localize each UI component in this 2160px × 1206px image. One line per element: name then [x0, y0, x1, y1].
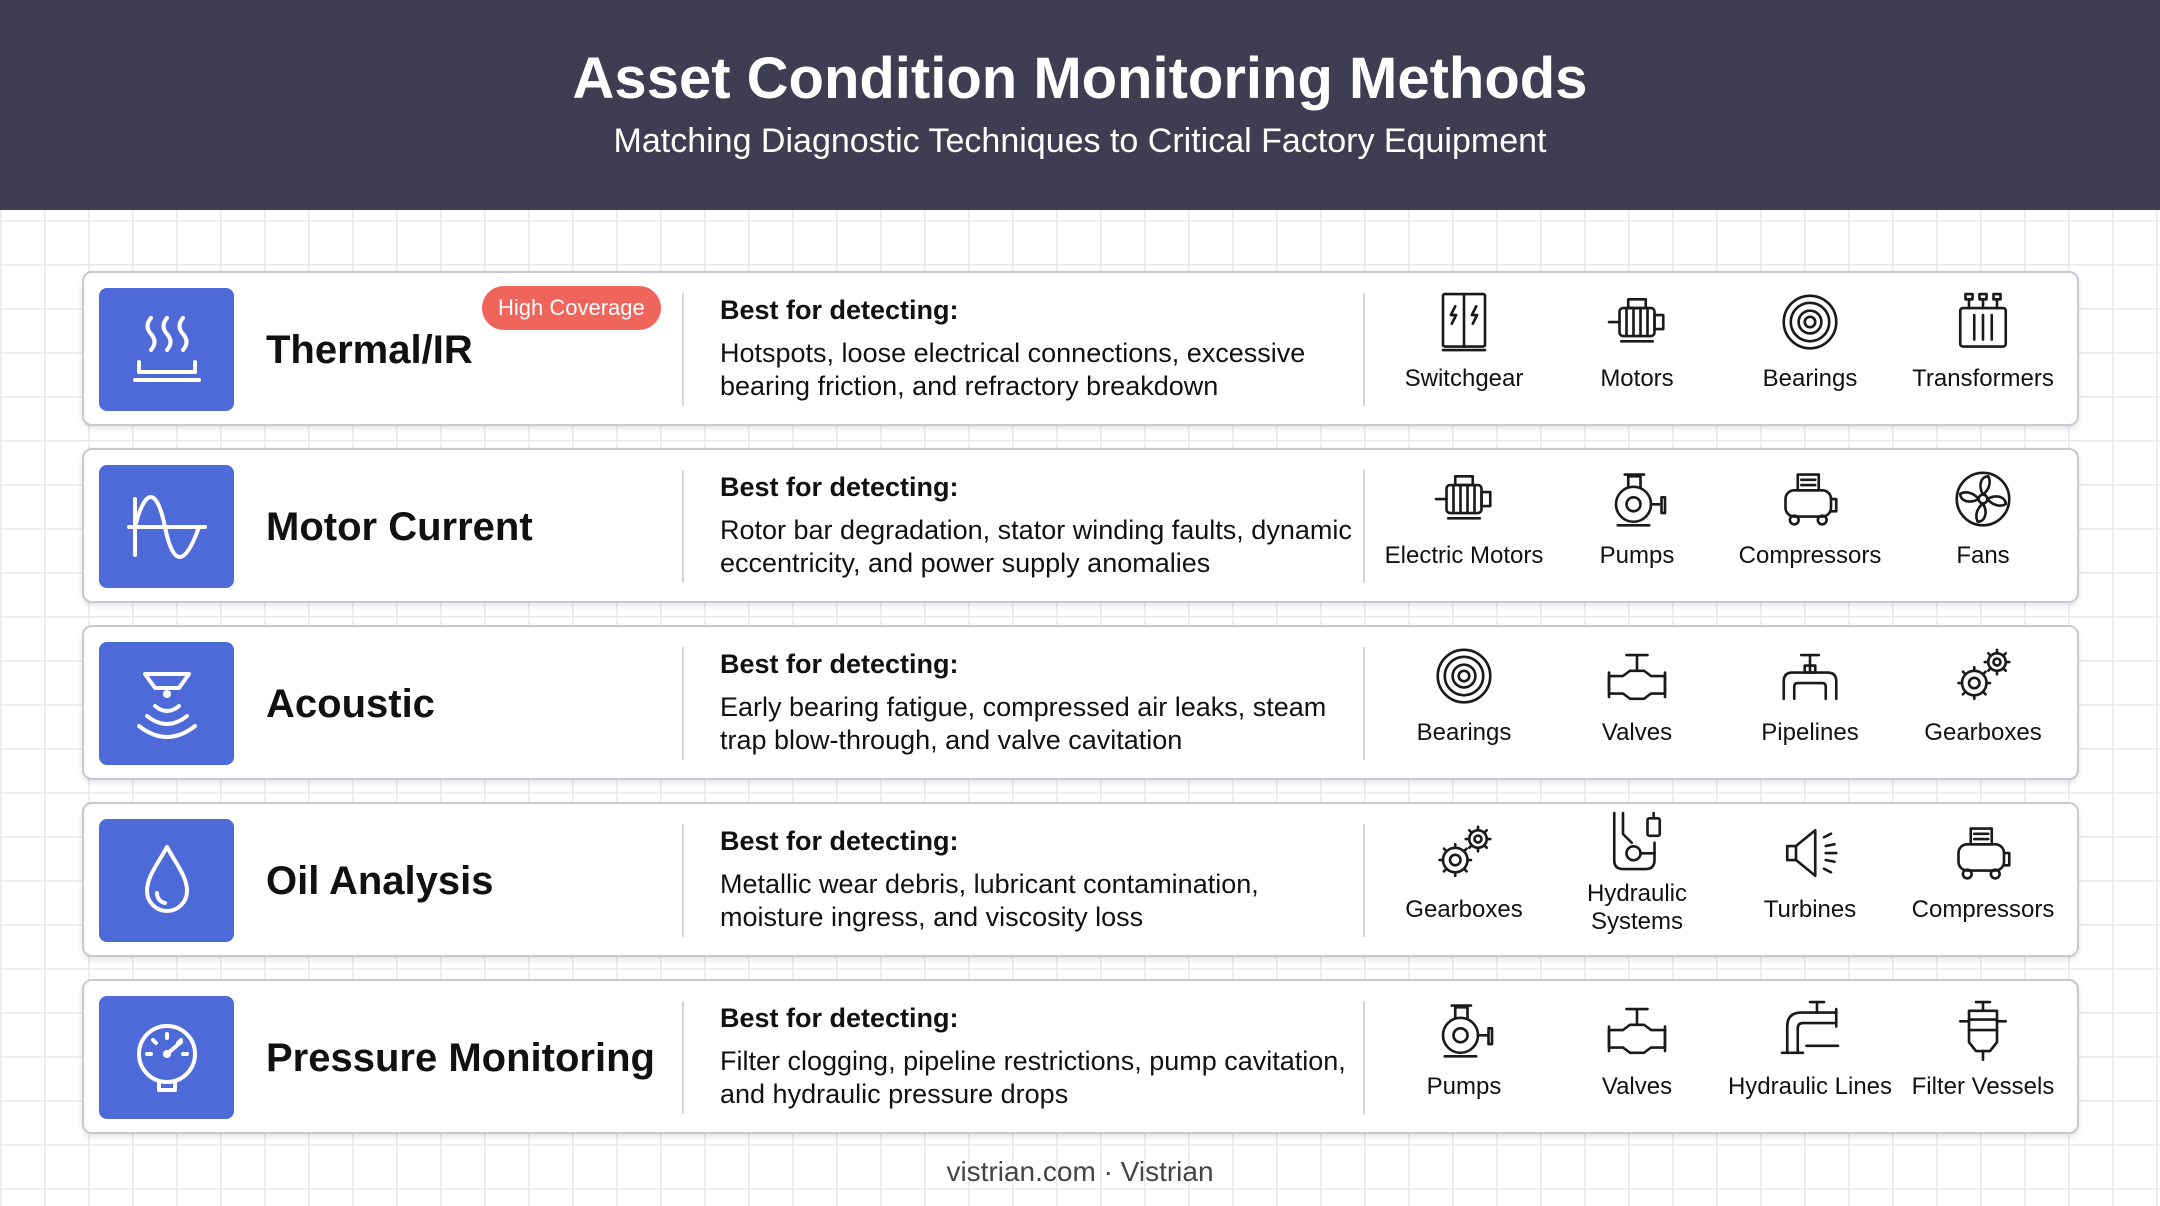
bearing-icon [1429, 641, 1499, 711]
divider [682, 824, 684, 937]
divider [1363, 647, 1365, 760]
equipment-item [1724, 818, 1896, 946]
method-row-thermal [82, 271, 2079, 426]
current-waveform-icon [99, 465, 234, 588]
equipment-item [1378, 641, 1550, 769]
divider [682, 647, 684, 760]
compressor-icon [1775, 464, 1845, 534]
equipment-item [1897, 995, 2069, 1123]
oil-drop-icon [99, 819, 234, 942]
equipment-label: Turbines [1763, 896, 1857, 923]
equipment-label: Bearings [1762, 365, 1858, 392]
page-title: Asset Condition Monitoring Methods [572, 46, 1588, 111]
equipment-item [1551, 287, 1723, 415]
method-name: Motor Current [266, 505, 533, 549]
equipment-item [1551, 806, 1723, 934]
pump-icon [1429, 995, 1499, 1065]
pressure-gauge-icon [99, 996, 234, 1119]
equipment-label: Gearboxes [1405, 896, 1523, 923]
detect-heading: Best for detecting: [720, 472, 959, 502]
method-row-motor-current [82, 448, 2079, 603]
detect-heading: Best for detecting: [720, 649, 959, 679]
method-row-pressure-monitoring [82, 979, 2079, 1134]
transformer-icon [1948, 287, 2018, 357]
equipment-item [1551, 995, 1723, 1123]
divider [682, 293, 684, 406]
heat-waves-icon [99, 288, 234, 411]
equipment-label: Compressors [1738, 542, 1882, 569]
equipment-item [1897, 818, 2069, 946]
equipment-label: Gearboxes [1924, 719, 2042, 746]
detect-description: Hotspots, loose electrical connections, excessive bearing friction, and refractory breakdown [720, 338, 1306, 401]
equipment-label: Motors [1600, 365, 1674, 392]
method-name: Oil Analysis [266, 859, 494, 903]
equipment-label: Valves [1601, 719, 1673, 746]
detect-heading: Best for detecting: [720, 295, 959, 325]
detect-heading: Best for detecting: [720, 826, 959, 856]
method-row-oil-analysis [82, 802, 2079, 957]
equipment-label: Transformers [1912, 365, 2054, 392]
equipment-item [1378, 818, 1550, 946]
equipment-item [1378, 464, 1550, 592]
gearbox-icon [1948, 641, 2018, 711]
detect-heading: Best for detecting: [720, 1003, 959, 1033]
equipment-label: Compressors [1911, 896, 2055, 923]
equipment-item [1724, 641, 1896, 769]
detect-description: Filter clogging, pipeline restrictions, pump cavitation, and hydraulic pressure drops [720, 1046, 1346, 1109]
equipment-label: Switchgear [1404, 365, 1524, 392]
equipment-item [1724, 464, 1896, 592]
equipment-item [1724, 287, 1896, 415]
valve-icon [1602, 995, 1672, 1065]
fan-icon [1948, 464, 2018, 534]
method-row-acoustic [82, 625, 2079, 780]
equipment-label: Pumps [1426, 1073, 1502, 1100]
page-header [0, 0, 2160, 210]
equipment-item [1897, 641, 2069, 769]
method-name: Pressure Monitoring [266, 1036, 655, 1080]
filter-vessel-icon [1948, 995, 2018, 1065]
motor-icon [1602, 287, 1672, 357]
detect-description: Early bearing fatigue, compressed air leaks, steam trap blow-through, and valve cavitation [720, 692, 1327, 755]
equipment-label: Fans [1956, 542, 2010, 569]
equipment-item [1724, 995, 1896, 1123]
method-name: Acoustic [266, 682, 435, 726]
divider [682, 470, 684, 583]
footer-credit: vistrian.com · Vistrian [946, 1156, 1214, 1187]
equipment-item [1378, 287, 1550, 415]
compressor-icon [1948, 818, 2018, 888]
detect-description: Metallic wear debris, lubricant contamination, moisture ingress, and viscosity loss [720, 869, 1259, 932]
pump-icon [1602, 464, 1672, 534]
equipment-label: Hydraulic Lines [1727, 1073, 1893, 1100]
hydraulic-system-icon [1602, 806, 1672, 876]
equipment-item [1551, 464, 1723, 592]
acoustic-sensor-icon [99, 642, 234, 765]
high-coverage-badge: High Coverage [482, 286, 661, 330]
equipment-item [1551, 641, 1723, 769]
turbine-icon [1775, 818, 1845, 888]
divider [682, 1001, 684, 1114]
motor-icon [1429, 464, 1499, 534]
equipment-label: Hydraulic Systems [1586, 880, 1688, 935]
equipment-label: Pipelines [1761, 719, 1859, 746]
method-name: Thermal/IR [266, 328, 473, 372]
bearing-icon [1775, 287, 1845, 357]
equipment-label: Filter Vessels [1911, 1073, 2055, 1100]
equipment-item [1897, 287, 2069, 415]
pipeline-icon [1775, 641, 1845, 711]
divider [1363, 470, 1365, 583]
equipment-item [1378, 995, 1550, 1123]
equipment-label: Valves [1601, 1073, 1673, 1100]
valve-icon [1602, 641, 1672, 711]
hydraulic-line-icon [1775, 995, 1845, 1065]
equipment-item [1897, 464, 2069, 592]
equipment-label: Bearings [1416, 719, 1512, 746]
equipment-label: Electric Motors [1384, 542, 1544, 569]
divider [1363, 1001, 1365, 1114]
divider [1363, 293, 1365, 406]
divider [1363, 824, 1365, 937]
page-subtitle: Matching Diagnostic Techniques to Critical Factory Equipment [613, 122, 1547, 160]
switchgear-icon [1429, 287, 1499, 357]
gearbox-icon [1429, 818, 1499, 888]
detect-description: Rotor bar degradation, stator winding faults, dynamic eccentricity, and power supply anomalies [720, 515, 1352, 578]
equipment-label: Pumps [1599, 542, 1675, 569]
